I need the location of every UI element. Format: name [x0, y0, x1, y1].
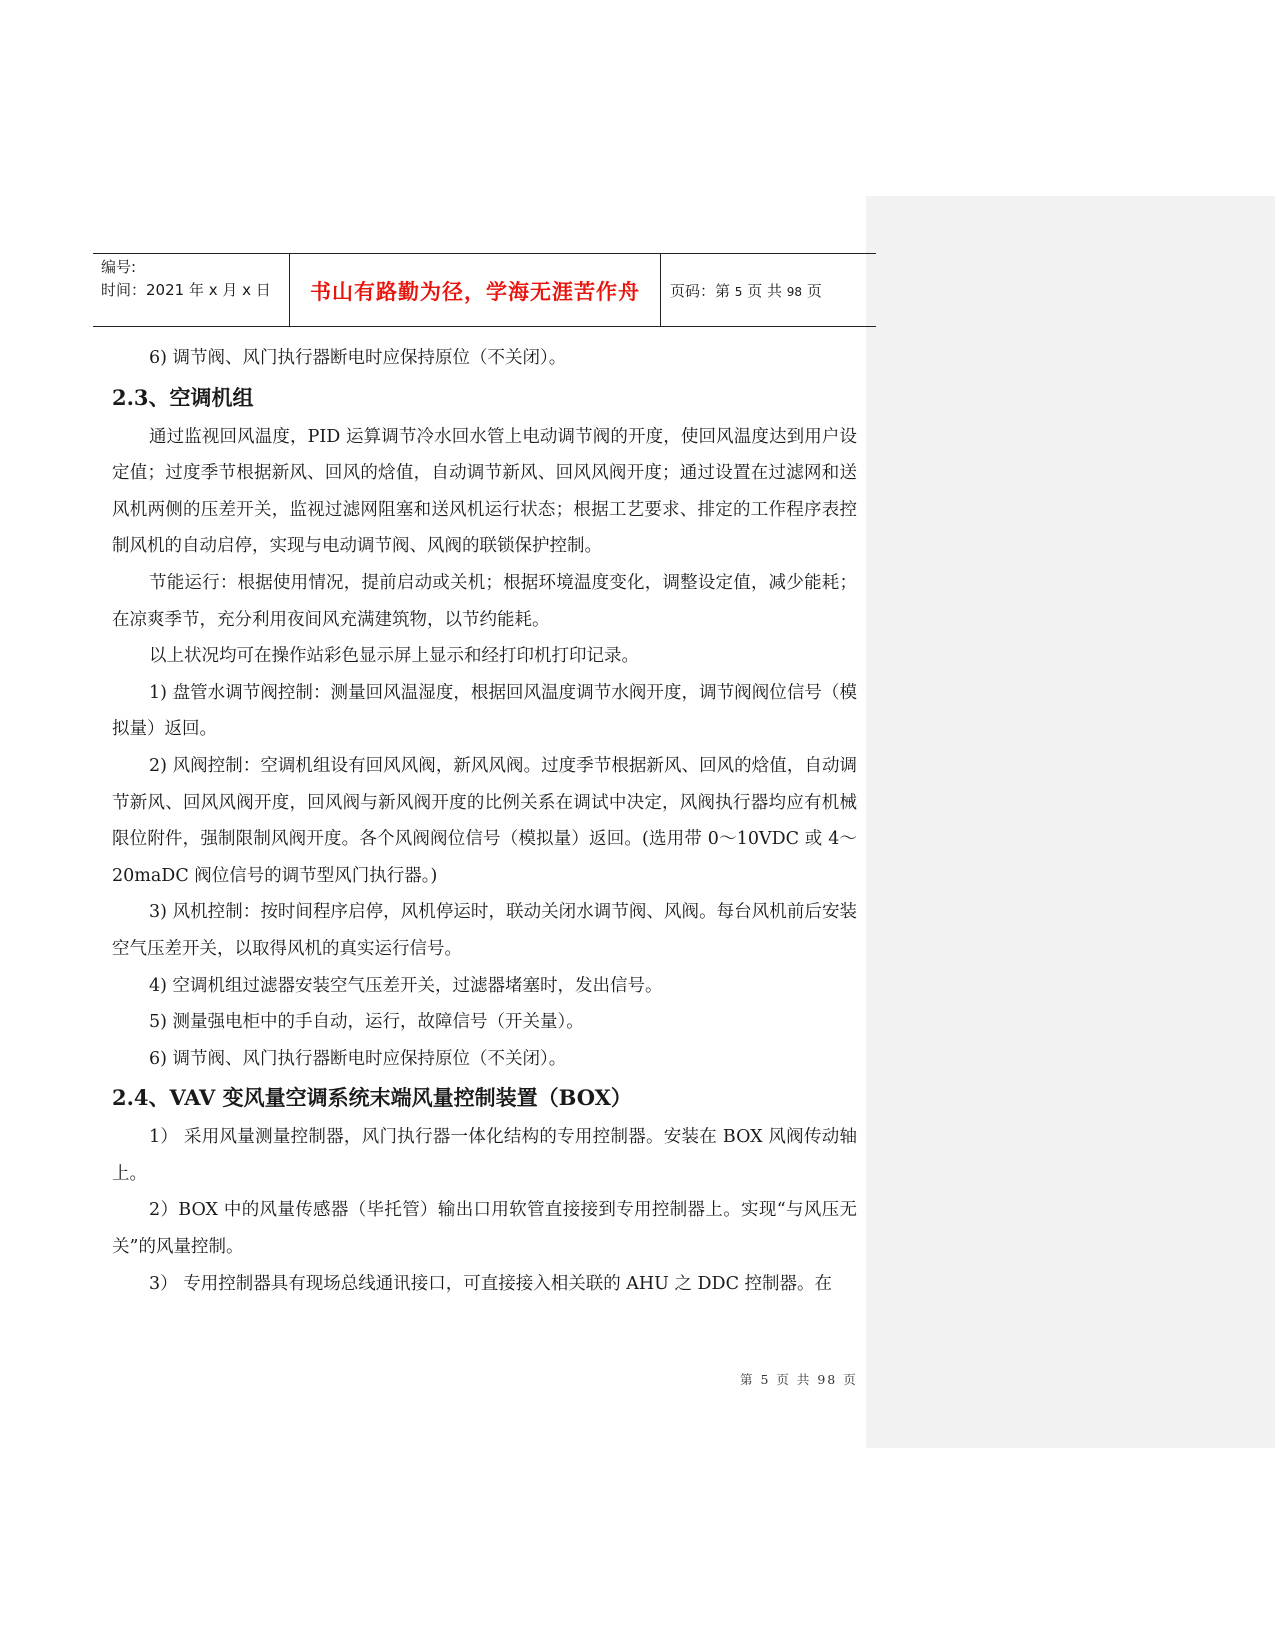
header-motto-cell: [289, 254, 661, 326]
list-item: 1) 盘管水调节阀控制：测量回风温湿度，根据回风温度调节水阀开度，调节阀阀位信号（模拟量）返回。: [112, 682, 857, 740]
list-item: 6) 调节阀、风门执行器断电时应保持原位（不关闭）。: [149, 1048, 567, 1069]
section-heading: 2.3、空调机组: [112, 384, 254, 410]
section-heading: 2.4、VAV 变风量空调系统末端风量控制装置（BOX）: [112, 1085, 632, 1111]
paragraph: 以上状况均可在操作站彩色显示屏上显示和经打印机打印记录。: [149, 646, 639, 667]
page-footer: 第 5 页 共 98 页: [740, 1372, 858, 1387]
list-item: 2) 风阀控制：空调机组设有回风风阀，新风风阀。过度季节根据新风、回风的焓值，自动调节新风、回风风阀开度，回风阀与新风阀开度的比例关系在调试中决定，风阀执行器均应有机械限位附件，强制限制风阀开度。各个风阀阀位信号（模拟量）返回。(选用带 0～10VDC 或 4～20maDC 阀位信号的调节型风门执行器。): [112, 755, 857, 886]
code-label: 编号:: [101, 258, 137, 276]
header-motto: 书山有路勤为径，学海无涯苦作舟: [310, 280, 640, 304]
page-suffix: 页: [806, 282, 822, 300]
list-item: 3） 专用控制器具有现场总线通讯接口，可直接接入相关联的 AHU 之 DDC 控制器。在: [149, 1273, 833, 1294]
list-item: 2）BOX 中的风量传感器（毕托管）输出口用软管直接接到专用控制器上。实现“与风压无关”的风量控制。: [112, 1200, 857, 1258]
page-total: 98: [786, 285, 803, 299]
page-header: [93, 253, 876, 327]
list-item: 5) 测量强电柜中的手自动，运行，故障信号（开关量）。: [149, 1012, 584, 1033]
paragraph: 节能运行：根据使用情况，提前启动或关机；根据环境温度变化，调整设定值，减少能耗；在凉爽季节，充分利用夜间风充满建筑物，以节约能耗。: [112, 572, 857, 630]
list-item: 3) 风机控制：按时间程序启停，风机停运时，联动关闭水调节阀、风阀。每台风机前后安装空气压差开关，以取得风机的真实运行信号。: [112, 902, 857, 959]
header-page-info: [660, 254, 876, 326]
list-item: 4) 空调机组过滤器安装空气压差开关，过滤器堵塞时，发出信号。: [149, 975, 663, 996]
list-item: 1） 采用风量测量控制器，风门执行器一体化结构的专用控制器。安装在 BOX 风阀传动轴上。: [112, 1127, 857, 1184]
document-body: [112, 340, 857, 1302]
page-counter: [670, 280, 822, 301]
time-label: 时间：2021 年 x 月 x 日: [101, 281, 271, 299]
page-prefix: 页码：第: [670, 282, 731, 300]
paragraph: 6) 调节阀、风门执行器断电时应保持原位（不关闭）。: [149, 348, 567, 368]
page-current: 5: [734, 285, 743, 299]
header-meta: [93, 254, 289, 326]
comment-margin-panel: [866, 196, 1275, 1448]
paragraph: 通过监视回风温度，PID 运算调节冷水回水管上电动调节阀的开度，使回风温度达到用户设定值；过度季节根据新风、回风的焓值，自动调节新风、回风风阀开度；通过设置在过滤网和送风机两侧的压差开关，监视过滤网阻塞和送风机运行状态；根据工艺要求、排定的工作程序表控制风机的自动启停，实现与电动调节阀、风阀的联锁保护控制。: [112, 426, 857, 557]
page-mid: 页 共: [747, 282, 782, 300]
